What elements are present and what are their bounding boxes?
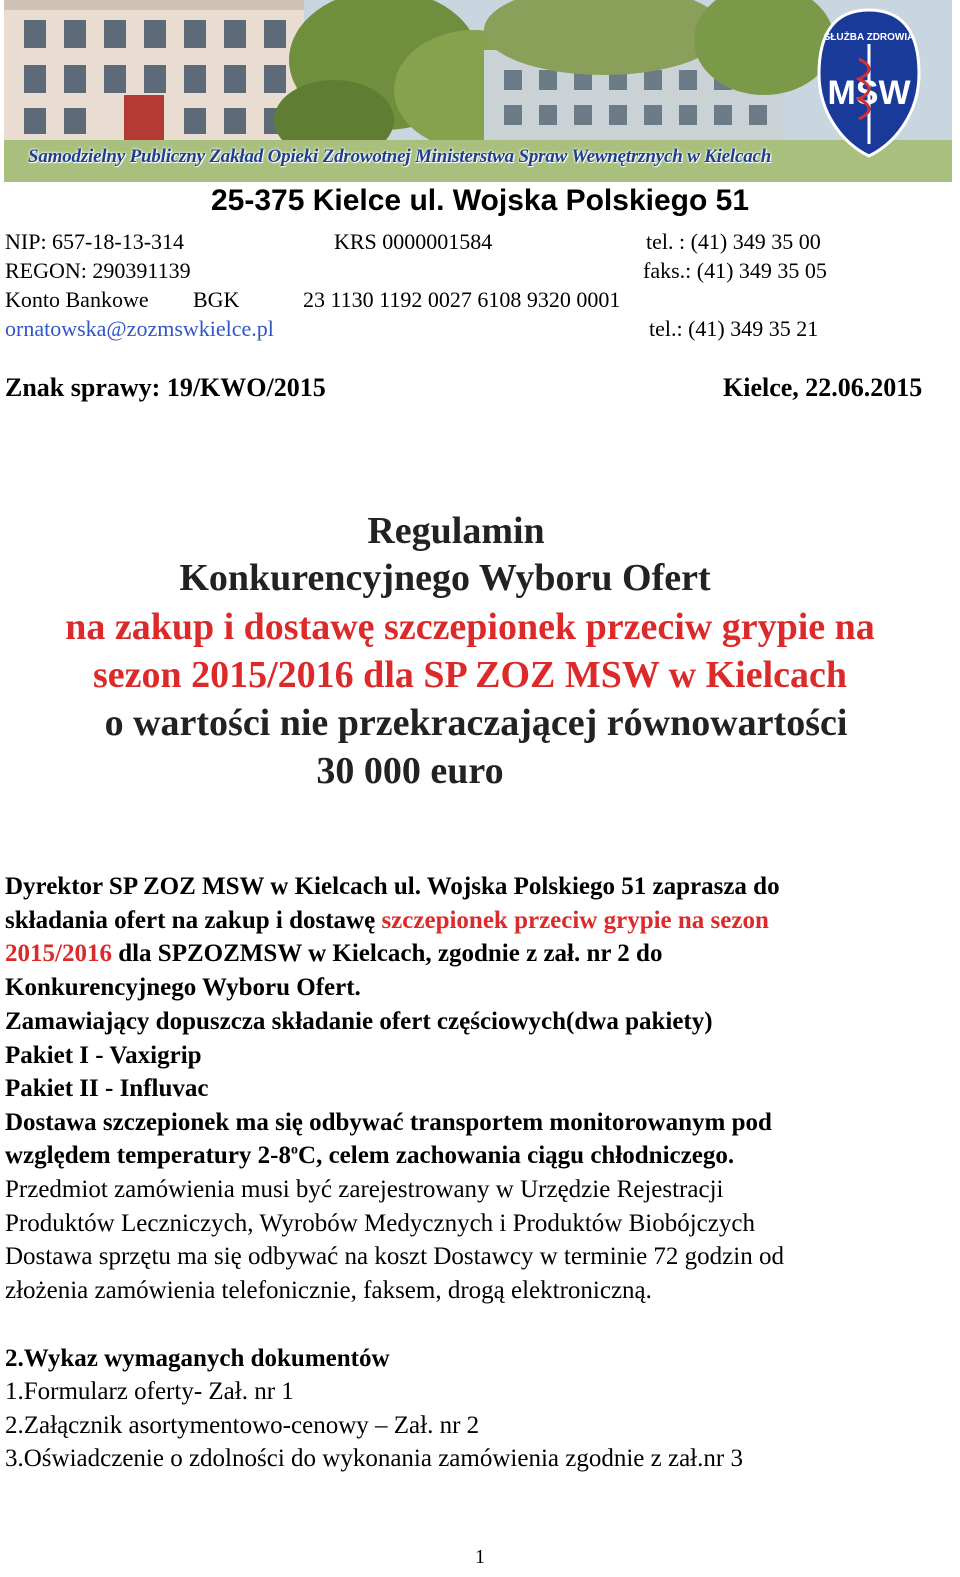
body-line-5: Zamawiający dopuszcza składanie ofert częściowych(dwa pakiety) bbox=[5, 1008, 713, 1035]
body-line-13: złożenia zamówienia telefonicznie, faksem, drogą elektroniczną. bbox=[5, 1277, 652, 1304]
title-line-2: Konkurencyjnego Wyboru Ofert bbox=[179, 557, 711, 599]
fax-number: faks.: (41) 349 35 05 bbox=[643, 258, 827, 283]
body-line-3-b: dla SPZOZMSW w Kielcach, zgodnie z zał. nr 2 do bbox=[111, 940, 663, 967]
title-line-4: sezon 2015/2016 dla SP ZOZ MSW w Kielcach bbox=[92, 654, 848, 696]
institution-address: 25-375 Kielce ul. Wojska Polskiego 51 bbox=[210, 184, 750, 217]
title-line-5: o wartości nie przekraczającej równowartości bbox=[104, 702, 848, 744]
contact-email-link[interactable]: ornatowska@zozmswkielce.pl bbox=[5, 316, 274, 341]
title-line-3: na zakup i dostawę szczepionek przeciw grypie na bbox=[65, 606, 875, 648]
body-line-4: Konkurencyjnego Wyboru Ofert. bbox=[5, 974, 361, 1001]
phone-main: tel. : (41) 349 35 00 bbox=[646, 229, 821, 254]
title-regulamin: Regulamin bbox=[367, 510, 545, 552]
logo-top-text: SŁUŻBA ZDROWIA bbox=[823, 32, 915, 43]
bank-label: Konto Bankowe bbox=[5, 287, 149, 312]
phone-contact: tel.: (41) 349 35 21 bbox=[649, 316, 819, 341]
document-date: Kielce, 22.06.2015 bbox=[723, 373, 923, 402]
logo-text: MSW bbox=[827, 74, 911, 112]
document-item: 1.Formularz oferty- Zał. nr 1 bbox=[5, 1378, 294, 1405]
nip-number: NIP: 657-18-13-314 bbox=[5, 229, 185, 254]
documents-heading: 2.Wykaz wymaganych dokumentów bbox=[5, 1345, 390, 1372]
body-line-2-highlight: szczepionek przeciw grypie na sezon bbox=[381, 907, 769, 934]
body-line-11: Produktów Leczniczych, Wyrobów Medycznych i Produktów Biobójczych bbox=[5, 1210, 755, 1237]
document-item: 2.Załącznik asortymentowo-cenowy – Zał. nr 2 bbox=[5, 1412, 480, 1439]
banner-caption: Samodzielny Publiczny Zakład Opieki Zdrowotnej Ministerstwa Spraw Wewnętrznych w Kielcach bbox=[28, 146, 772, 167]
header-banner bbox=[4, 0, 952, 182]
package-2: Pakiet II - Influvac bbox=[5, 1075, 209, 1102]
body-line-9-a: względem temperatury 2-8 bbox=[5, 1142, 292, 1169]
krs-number: KRS 0000001584 bbox=[334, 229, 493, 254]
body-line-3-highlight: 2015/2016 bbox=[5, 940, 112, 967]
package-1: Pakiet I - Vaxigrip bbox=[5, 1042, 202, 1069]
body-line-8: Dostawa szczepionek ma się odbywać transportem monitorowanym pod bbox=[5, 1109, 772, 1136]
page-number: 1 bbox=[475, 1546, 485, 1568]
bank-name: BGK bbox=[193, 287, 240, 312]
body-line-12: Dostawa sprzętu ma się odbywać na koszt Dostawcy w terminie 72 godzin od bbox=[5, 1243, 784, 1270]
body-line-2 bbox=[5, 908, 769, 933]
regon-number: REGON: 290391139 bbox=[5, 258, 191, 283]
document-item: 3.Oświadczenie o zdolności do wykonania zamówienia zgodnie z zał.nr 3 bbox=[5, 1445, 743, 1472]
body-line-2-a: składania ofert na zakup i dostawę bbox=[5, 907, 382, 934]
body-line-3 bbox=[5, 941, 662, 966]
body-line-9-b: C, celem zachowania ciągu chłodniczego. bbox=[298, 1142, 735, 1169]
msw-logo bbox=[809, 4, 929, 164]
case-number: Znak sprawy: 19/KWO/2015 bbox=[5, 373, 326, 402]
body-line-1: Dyrektor SP ZOZ MSW w Kielcach ul. Wojska Polskiego 51 zaprasza do bbox=[5, 873, 780, 900]
body-line-9 bbox=[5, 1143, 734, 1168]
body-line-10: Przedmiot zamówienia musi być zarejestrowany w Urzędzie Rejestracji bbox=[5, 1176, 724, 1203]
degree-sup: o bbox=[291, 1142, 299, 1158]
bank-account-number: 23 1130 1192 0027 6108 9320 0001 bbox=[303, 287, 621, 312]
title-line-6: 30 000 euro bbox=[316, 750, 504, 792]
